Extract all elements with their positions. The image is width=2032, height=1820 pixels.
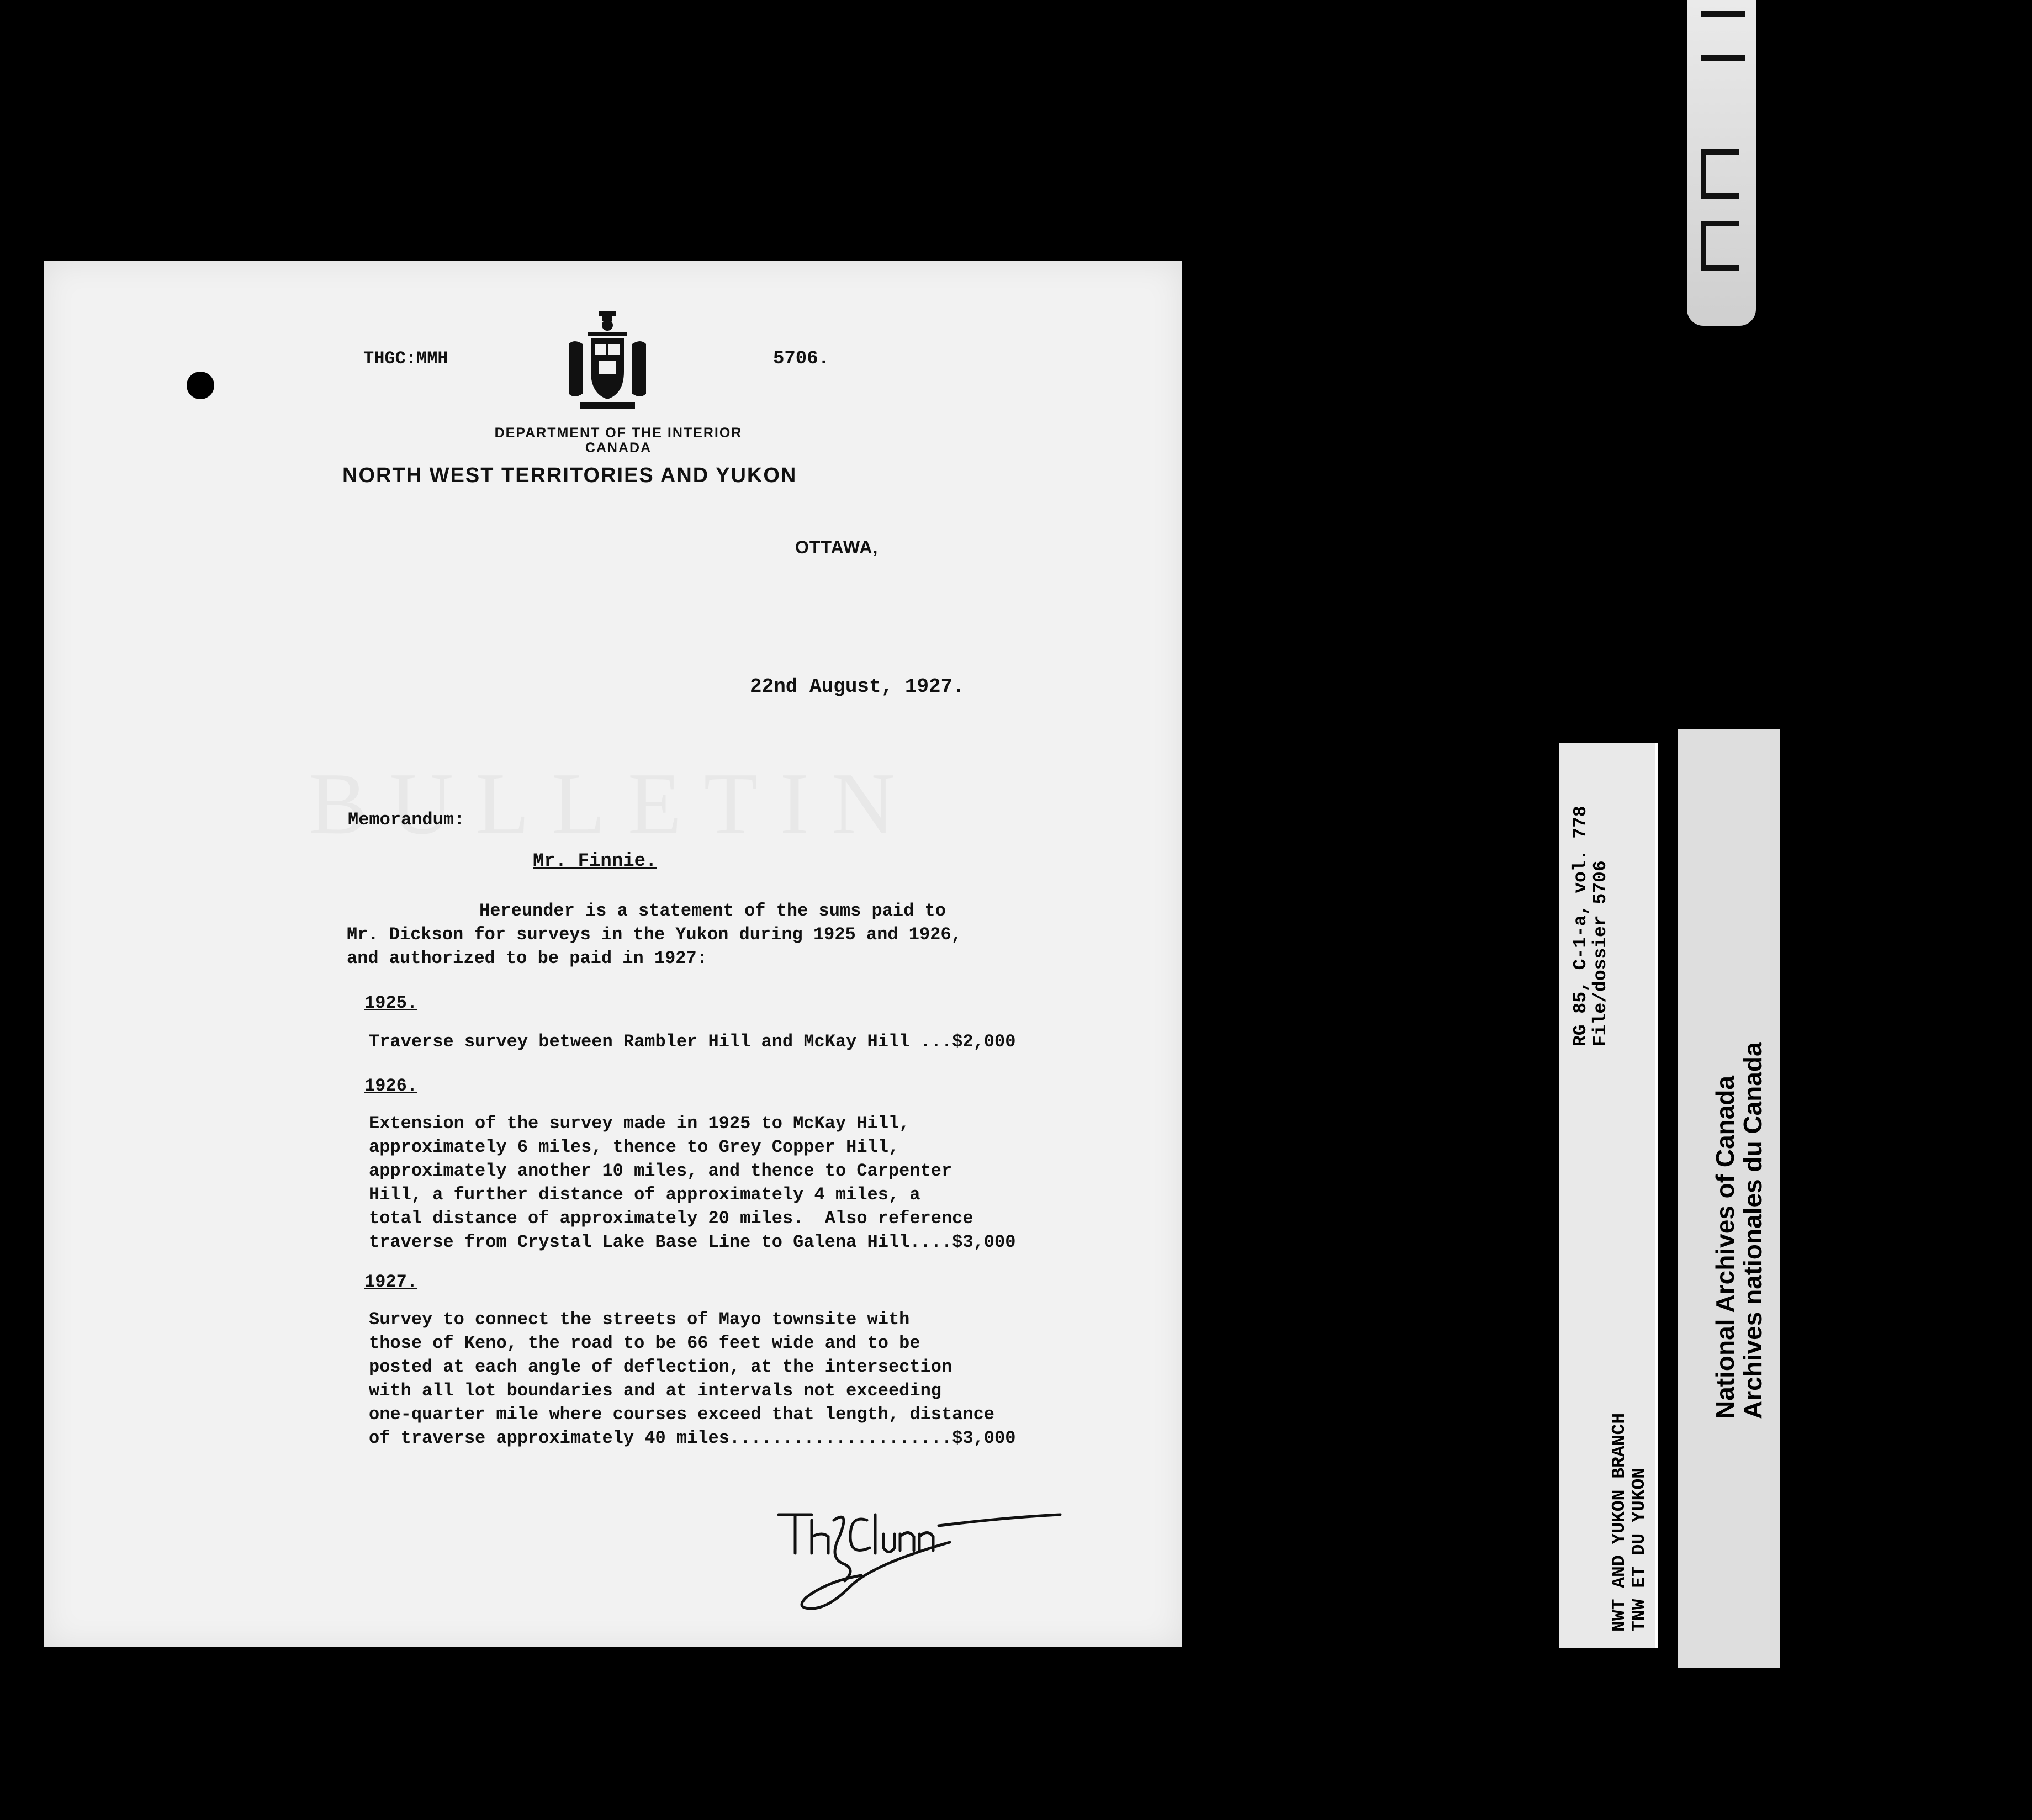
branch-name: NORTH WEST TERRITORIES AND YUKON xyxy=(342,464,797,487)
strip-mark xyxy=(1701,149,1739,199)
archives-name-fr: Archives nationales du Canada xyxy=(1738,1042,1767,1419)
archive-reference-text xyxy=(1559,743,1655,1648)
intro-paragraph xyxy=(347,899,1136,970)
addressee: Mr. Finnie. xyxy=(533,851,657,872)
city-name: OTTAWA, xyxy=(795,537,879,557)
label-line-branch-fr: TNW ET DU YUKON xyxy=(1629,1467,1649,1632)
coat-of-arms-icon xyxy=(558,305,657,416)
intro-remaining-lines: Mr. Dickson for surveys in the Yukon during 1925 and 1926, and authorized to be paid in 1927: xyxy=(347,924,962,969)
handwritten-signature xyxy=(729,1482,1082,1625)
label-line-file: File/dossier 5706 xyxy=(1590,860,1611,1046)
document-page xyxy=(44,261,1182,1647)
intro-first-line: Hereunder is a statement of the sums paid to xyxy=(479,901,946,921)
section-text-1927: Survey to connect the streets of Mayo townsite with those of Keno, the road to be 66 feet wide and to be posted at each angle of deflection, at the intersection with all lot boundaries and at intervals not exceeding one-quarter mile where courses exceed that length, distance of traverse approximately 40 miles.....................$3,000 xyxy=(369,1309,1016,1448)
section-year-1925: 1925. xyxy=(364,993,418,1013)
film-edge-strip xyxy=(1687,0,1756,326)
section-text-1925: Traverse survey between Rambler Hill and McKay Hill ...$2,000 xyxy=(369,1031,1016,1052)
archives-stamp-card xyxy=(1678,729,1780,1668)
file-number: 5706. xyxy=(773,348,830,369)
strip-mark xyxy=(1701,55,1745,61)
bleed-through-watermark xyxy=(44,753,1182,855)
section-year-1927: 1927. xyxy=(364,1272,418,1292)
label-line-branch-en: NWT AND YUKON BRANCH xyxy=(1609,1412,1629,1632)
section-year-1926: 1926. xyxy=(364,1076,418,1096)
memo-heading: Memorandum: xyxy=(348,810,465,830)
archives-stamp-text xyxy=(1678,729,1780,1668)
letter-date: 22nd August, 1927. xyxy=(750,675,965,698)
reference-initials: THGC:MMH xyxy=(363,348,448,369)
archive-reference-label xyxy=(1559,743,1655,1648)
section-text-1926: Extension of the survey made in 1925 to McKay Hill, approximately 6 miles, thence to Grey Copper Hill, approximately another 10 miles, and thence to Carpenter Hill, a further distance of approximately 4 miles, a total distance of approximately 20 miles. Also reference traverse from Crystal Lake Base Line to Galena Hill....$3,000 xyxy=(369,1113,1016,1252)
department-name: DEPARTMENT OF THE INTERIOR xyxy=(494,425,743,441)
label-line-rg: RG 85, C-1-a, vol. 778 xyxy=(1570,806,1591,1046)
strip-mark xyxy=(1701,221,1739,271)
punch-hole xyxy=(187,372,214,399)
strip-mark xyxy=(1701,11,1745,17)
country-name: CANADA xyxy=(585,440,652,456)
archives-name-en: National Archives of Canada xyxy=(1711,1075,1739,1419)
